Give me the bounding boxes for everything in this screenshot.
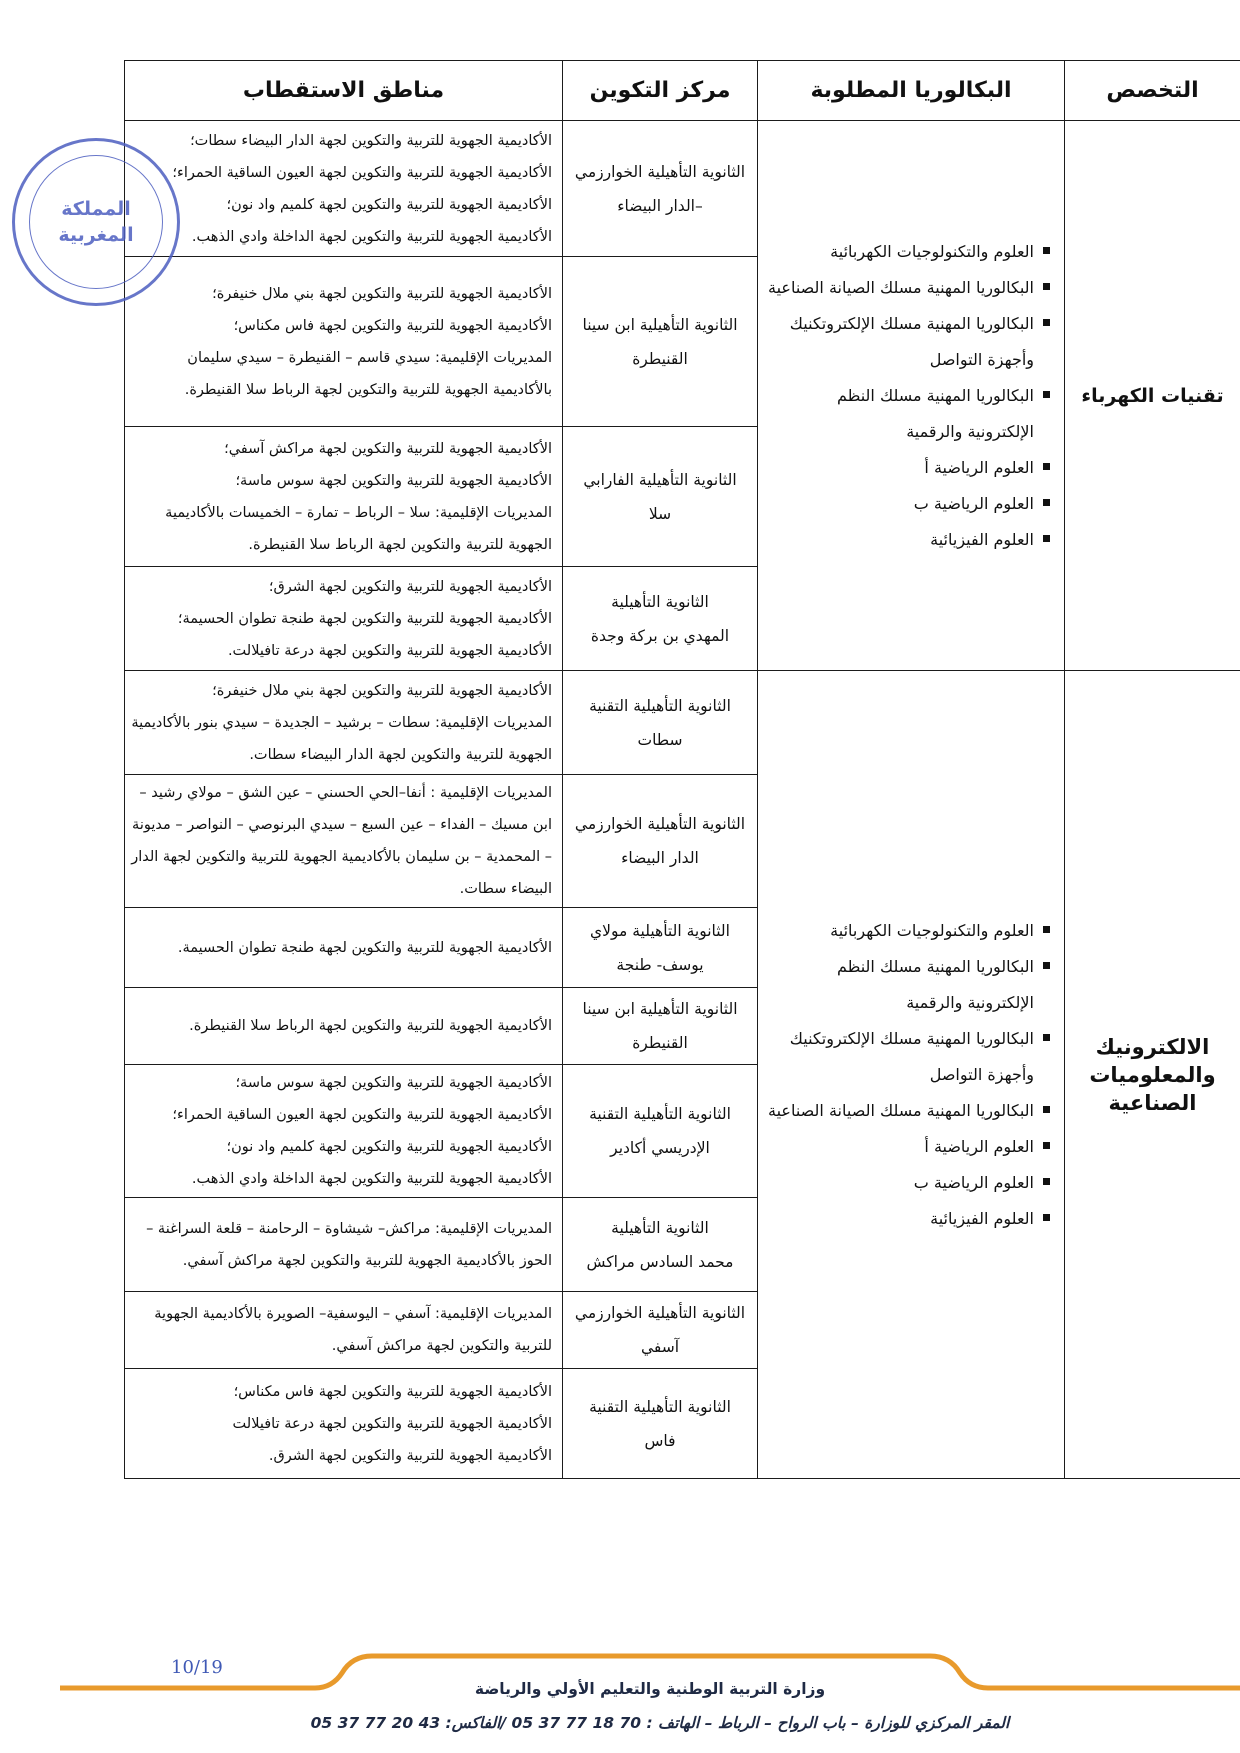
training-center-cell <box>563 671 758 775</box>
recruitment-areas-cell <box>125 567 563 671</box>
center-name-line: –الدار البيضاء <box>617 196 703 215</box>
center-name-line: الثانوية التأهيلية <box>611 1218 709 1237</box>
center-name-line: القنيطرة <box>632 1034 688 1052</box>
area-entry: الأكاديمية الجهوية للتربية والتكوين لجهة الداخلة وادي الذهب. <box>191 1171 552 1187</box>
area-entry: الأكاديمية الجهوية للتربية والتكوين لجهة العيون الساقية الحمراء؛ <box>172 164 552 181</box>
recruitment-areas-cell <box>125 908 563 988</box>
table-body <box>125 121 1240 1479</box>
area-entry: الأكاديمية الجهوية للتربية والتكوين لجهة درعة تافيلالت. <box>227 642 552 659</box>
center-name-line: الثانوية التأهيلية الفارابي <box>583 470 737 489</box>
center-name-line: الثانوية التأهيلية الخوارزمي <box>574 162 746 181</box>
recruitment-areas-cell <box>125 671 563 775</box>
recruitment-areas-cell <box>125 1198 563 1292</box>
bac-cell <box>758 121 1065 671</box>
area-entry: المديريات الإقليمية: سيدي قاسم – القنيطرة – سيدي سليمان بالأكاديمية الجهوية للتربية والتكوين لجهة الرباط سلا القنيطرة. <box>184 349 552 398</box>
recruitment-areas-cell <box>125 121 563 257</box>
area-entry: الأكاديمية الجهوية للتربية والتكوين لجهة فاس مكناس؛ <box>233 1383 552 1400</box>
area-entry: الأكاديمية الجهوية للتربية والتكوين لجهة فاس مكناس؛ <box>233 317 552 334</box>
training-center-cell <box>563 775 758 908</box>
center-name-line: يوسف- طنجة <box>616 955 704 974</box>
stamp-text-line1: المملكة <box>61 198 131 220</box>
training-center-cell <box>563 427 758 567</box>
recruitment-areas-cell <box>125 257 563 427</box>
header-specialty: التخصص <box>1065 61 1240 121</box>
footer-decorative-band <box>60 1648 1240 1708</box>
area-entry: الأكاديمية الجهوية للتربية والتكوين لجهة كلميم واد نون؛ <box>226 196 552 213</box>
area-entry: الأكاديمية الجهوية للتربية والتكوين لجهة سوس ماسة؛ <box>235 1075 552 1091</box>
center-name-line: الثانوية التأهيلية التقنية <box>589 696 731 715</box>
bac-list-item: العلوم الفيزيائية <box>766 1201 1050 1237</box>
bac-list <box>766 234 1050 558</box>
bac-list-item: البكالوريا المهنية مسلك النظم الإلكترونية والرقمية <box>766 949 1050 1021</box>
center-name-line: الثانوية التأهيلية مولاي <box>590 921 730 940</box>
center-name-line: محمد السادس مراكش <box>586 1252 734 1271</box>
area-entry: المديريات الإقليمية: سطات – برشيد – الجديدة – سيدي بنور بالأكاديمية الجهوية للتربية والتكوين لجهة الدار البيضاء سطات. <box>131 714 552 763</box>
specialty-line: الصناعية <box>1108 1090 1197 1115</box>
table-row <box>125 121 1240 257</box>
bac-list <box>766 913 1050 1237</box>
recruitment-areas-cell <box>125 1065 563 1198</box>
center-name-line: الإدريسي أكادير <box>610 1139 710 1157</box>
bac-list-item: البكالوريا المهنية مسلك النظم الإلكترونية والرقمية <box>766 378 1050 450</box>
area-entry: الأكاديمية الجهوية للتربية والتكوين لجهة الداخلة وادي الذهب. <box>191 228 552 245</box>
bac-list-item: العلوم والتكنولوجيات الكهربائية <box>766 913 1050 949</box>
center-name-line: القنيطرة <box>632 349 688 368</box>
area-entry: الأكاديمية الجهوية للتربية والتكوين لجهة الشرق؛ <box>268 578 552 595</box>
header-areas: مناطق الاستقطاب <box>125 61 563 121</box>
training-center-cell <box>563 121 758 257</box>
bac-list-item: العلوم الرياضية ب <box>766 1165 1050 1201</box>
specialty-cell: تقنيات الكهرباء <box>1065 121 1240 671</box>
center-name-line: فاس <box>644 1431 676 1450</box>
recruitment-areas-cell <box>125 988 563 1065</box>
center-name-line: الثانوية التأهيلية الخوارزمي <box>574 1304 746 1322</box>
recruitment-areas-cell <box>125 427 563 567</box>
area-entry: الأكاديمية الجهوية للتربية والتكوين لجهة الرباط سلا القنيطرة. <box>189 1018 552 1034</box>
training-center-cell <box>563 1292 758 1369</box>
training-center-cell <box>563 908 758 988</box>
document-sheet <box>124 60 1240 1479</box>
bac-list-item: البكالوريا المهنية مسلك الإلكتروتكنيك وأجهزة التواصل <box>766 306 1050 378</box>
training-center-cell <box>563 1369 758 1479</box>
center-name-line: الدار البيضاء <box>621 849 699 867</box>
area-entry: الأكاديمية الجهوية للتربية والتكوين لجهة سوس ماسة؛ <box>235 472 552 489</box>
specialties-table <box>124 60 1240 1479</box>
bac-cell <box>758 671 1065 1479</box>
area-entry: الأكاديمية الجهوية للتربية والتكوين لجهة كلميم واد نون؛ <box>226 1139 552 1155</box>
center-name-line: الثانوية التأهيلية التقنية <box>589 1105 731 1123</box>
footer-address: المقر المركزي للوزارة – باب الرواح – الرباط – الهاتف : 70 18 77 37 05 /الفاكس: 43 20 77 37 05 <box>310 1714 1010 1732</box>
recruitment-areas-cell <box>125 1369 563 1479</box>
footer-ministry: وزارة التربية الوطنية والتعليم الأولي والرياضة <box>474 1680 826 1698</box>
center-name-line: الثانوية التأهيلية ابن سينا <box>582 1000 738 1018</box>
center-name-line: آسفي <box>640 1338 680 1356</box>
area-entry: الأكاديمية الجهوية للتربية والتكوين لجهة مراكش آسفي؛ <box>224 440 552 457</box>
area-entry: الأكاديمية الجهوية للتربية والتكوين لجهة بني ملال خنيفرة؛ <box>212 285 552 302</box>
bac-list-item: العلوم الرياضية أ <box>766 450 1050 486</box>
training-center-cell <box>563 1065 758 1198</box>
training-center-cell <box>563 1198 758 1292</box>
area-entry: المديريات الإقليمية : أنفا–الحي الحسني – عين الشق – مولاي رشيد – ابن مسيك – الفداء – عين السبع – سيدي البرنوصي – النواصر – مديونة – المحمدية – بن سليمان بالأكاديمية الجهوية للتربية والتكوين لجهة الدار البيضاء سطات. <box>131 785 552 897</box>
bac-list-item: العلوم الرياضية أ <box>766 1129 1050 1165</box>
recruitment-areas-cell <box>125 1292 563 1369</box>
center-name-line: المهدي بن بركة وجدة <box>590 626 730 645</box>
center-name-line: سطات <box>637 730 683 749</box>
bac-list-item: العلوم والتكنولوجيات الكهربائية <box>766 234 1050 270</box>
area-entry: الأكاديمية الجهوية للتربية والتكوين لجهة درعة تافيلالت <box>232 1415 552 1432</box>
training-center-cell <box>563 988 758 1065</box>
header-center: مركز التكوين <box>563 61 758 121</box>
stamp-text-line2: المغربية <box>58 224 134 246</box>
area-entry: المديريات الإقليمية: مراكش– شيشاوة – الرحامنة – قلعة السراغنة – الحوز بالأكاديمية الجهوية للتربية والتكوين لجهة مراكش آسفي. <box>146 1220 552 1269</box>
area-entry: المديريات الإقليمية: سلا – الرباط – تمارة – الخميسات بالأكاديمية الجهوية للتربية والتكوين لجهة الرباط سلا القنيطرة. <box>165 504 552 553</box>
area-entry: الأكاديمية الجهوية للتربية والتكوين لجهة الدار البيضاء سطات؛ <box>190 132 552 149</box>
official-stamp <box>12 138 180 306</box>
recruitment-areas-cell <box>125 775 563 908</box>
specialty-line: الالكترونيك <box>1095 1034 1210 1059</box>
training-center-cell <box>563 257 758 427</box>
center-name-line: الثانوية التأهيلية ابن سينا <box>582 315 738 334</box>
bac-list-item: العلوم الرياضية ب <box>766 486 1050 522</box>
area-entry: الأكاديمية الجهوية للتربية والتكوين لجهة طنجة تطوان الحسيمة. <box>177 939 552 956</box>
center-name-line: سلا <box>648 504 672 523</box>
page-number: 10/19 <box>171 1657 223 1678</box>
area-entry: المديريات الإقليمية: آسفي – اليوسفية– الصويرة بالأكاديمية الجهوية للتربية والتكوين لجهة مراكش آسفي. <box>154 1306 552 1354</box>
stamp-inner-ring <box>29 155 163 289</box>
center-name-line: الثانوية التأهيلية <box>611 592 709 611</box>
center-name-line: الثانوية التأهيلية الخوارزمي <box>574 815 746 833</box>
bac-list-item: العلوم الفيزيائية <box>766 522 1050 558</box>
table-header-row <box>125 61 1240 121</box>
specialty-line: والمعلوميات <box>1089 1062 1216 1087</box>
center-name-line: الثانوية التأهيلية التقنية <box>589 1397 731 1416</box>
area-entry: الأكاديمية الجهوية للتربية والتكوين لجهة العيون الساقية الحمراء؛ <box>172 1107 552 1123</box>
area-entry: الأكاديمية الجهوية للتربية والتكوين لجهة بني ملال خنيفرة؛ <box>212 682 552 699</box>
table-row <box>125 671 1240 775</box>
bac-list-item: البكالوريا المهنية مسلك الصيانة الصناعية <box>766 270 1050 306</box>
area-entry: الأكاديمية الجهوية للتربية والتكوين لجهة طنجة تطوان الحسيمة؛ <box>177 610 552 627</box>
bac-list-item: البكالوريا المهنية مسلك الإلكتروتكنيك وأجهزة التواصل <box>766 1021 1050 1093</box>
training-center-cell <box>563 567 758 671</box>
bac-list-item: البكالوريا المهنية مسلك الصيانة الصناعية <box>766 1093 1050 1129</box>
area-entry: الأكاديمية الجهوية للتربية والتكوين لجهة الشرق. <box>268 1447 552 1464</box>
specialty-cell <box>1065 671 1240 1479</box>
header-bac: البكالوريا المطلوبة <box>758 61 1065 121</box>
